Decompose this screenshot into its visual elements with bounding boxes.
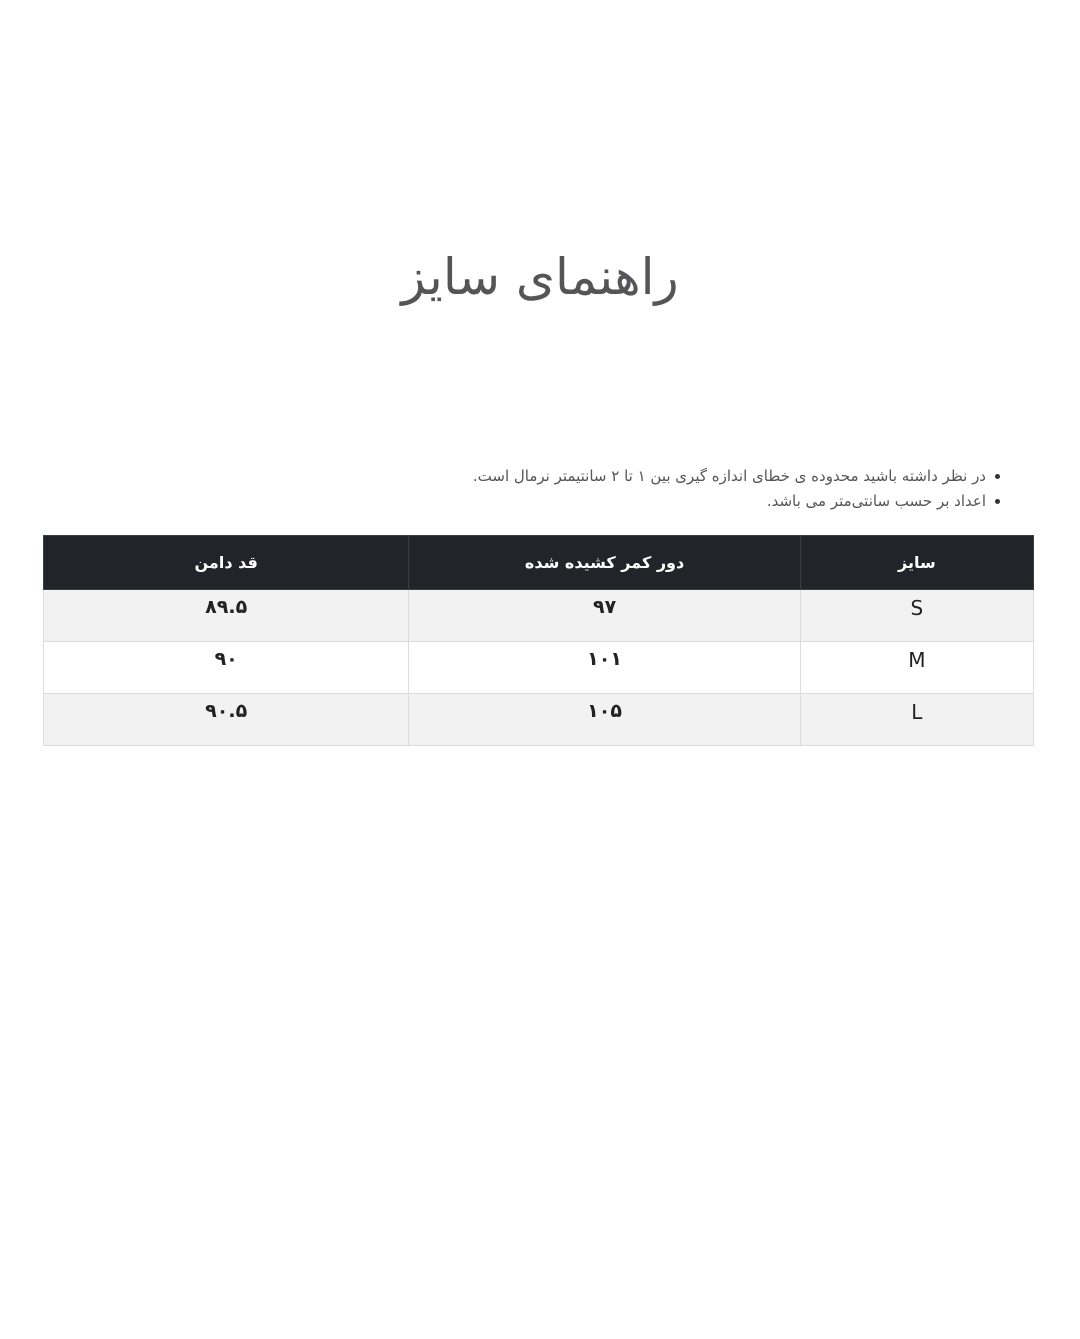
cell-size: S <box>800 590 1033 642</box>
cell-size: L <box>800 694 1033 746</box>
table-row <box>44 694 1034 746</box>
cell-length: ۸۹.۵ <box>44 590 409 642</box>
note-item: اعداد بر حسب سانتی‌متر می باشد. <box>300 489 1000 514</box>
cell-length: ۹۰ <box>44 642 409 694</box>
note-item: در نظر داشته باشید محدوده ی خطای اندازه گیری بین ۱ تا ۲ سانتیمتر نرمال است. <box>300 464 1000 489</box>
size-guide-table <box>43 535 1034 746</box>
cell-waist: ۱۰۵ <box>409 694 800 746</box>
table-row <box>44 590 1034 642</box>
table-header-row <box>44 536 1034 590</box>
header-waist: دور کمر کشیده شده <box>409 536 800 590</box>
header-length: قد دامن <box>44 536 409 590</box>
cell-size: M <box>800 642 1033 694</box>
header-size: سایز <box>800 536 1033 590</box>
page-title: راهنمای سایز <box>401 248 679 306</box>
table-header <box>44 536 1034 590</box>
table-body <box>44 590 1034 746</box>
notes-list <box>300 464 1000 514</box>
cell-length: ۹۰.۵ <box>44 694 409 746</box>
cell-waist: ۱۰۱ <box>409 642 800 694</box>
cell-waist: ۹۷ <box>409 590 800 642</box>
table-row <box>44 642 1034 694</box>
